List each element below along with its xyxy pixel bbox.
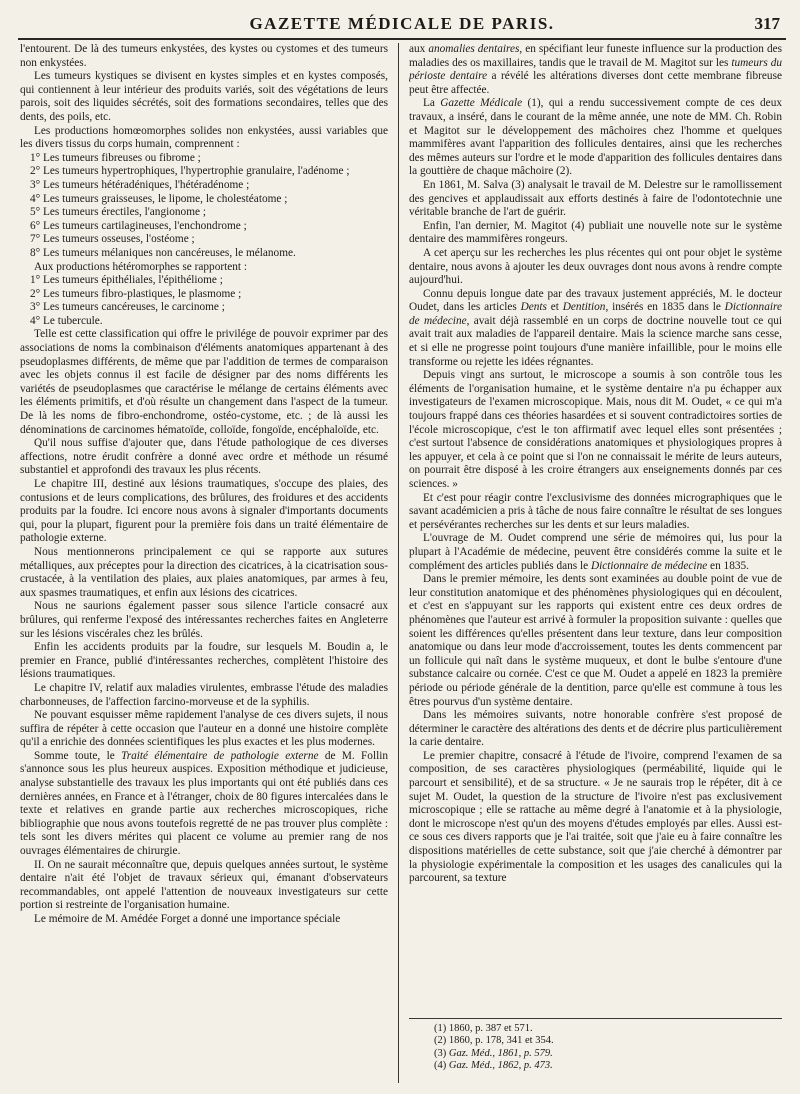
list-item: 6° Les tumeurs cartilagineuses, l'enchondrome ; xyxy=(30,219,247,232)
text-run: , en spécifiant leur funeste influence sur la production des maladies des os maxillaires, tandis que le travail de M. Magitot sur les xyxy=(409,43,782,69)
footnote xyxy=(420,1060,780,1072)
right-column xyxy=(409,43,782,1011)
list-item: 5° Les tumeurs érectiles, l'angionome ; xyxy=(30,206,206,219)
list-item: 3° Les tumeurs hétéradéniques, l'hétéradénome ; xyxy=(30,178,250,191)
page-header xyxy=(18,8,786,40)
list-item: 2° Les tumeurs hypertrophiques, l'hypertrophie granulaire, l'adénome ; xyxy=(30,165,350,178)
paragraph: Aux productions hétéromorphes se rapportent : xyxy=(34,260,248,273)
paragraph: Le mémoire de M. Amédée Forget a donné une importance spéciale xyxy=(34,913,341,925)
paragraph xyxy=(409,288,782,370)
list-item: 8° Les tumeurs mélaniques non cancéreuses, le mélanome. xyxy=(30,246,296,259)
paragraph: Le chapitre IV, relatif aux maladies virulentes, embrasse l'étude des maladies charbonneuses, de l'affection farcino-morveuse et de la syphilis. xyxy=(20,681,388,708)
paragraph: Nous mentionnerons principalement ce qui se rapporte aux sutures métalliques, aux préceptes pour la direction des cicatrices, à la cicatrisation sous-crustacée, à la ventilation des plaies, aux plaies anatomiques, par armes à feu, aux spasmes traumatiques, et enfin aux lésions des cicatrices. xyxy=(20,545,388,599)
italic-term: Gazette Médicale xyxy=(440,97,523,110)
paragraph: Le premier chapitre, consacré à l'étude de l'ivoire, comprend l'examen de sa composition, de ses caractères physiologiques (perméabilité, liquide qui le parcourt et sensibilité), et de sa structure. « Je ne saurais trop le répéter, dit à ce sujet M. Oudet, la question de la structure de l'ivoire n'est pas exclusivement microscopique ; elle se rattache au même degré à l'anatomie et à la physiologie, dont le microscope n'est qu'un des moyens d'études employés par elles. Aussi est-ce sous ces divers rapports que je l'ai traitée, soit que j'aie eu à faire connaître les dispositions matérielles de cette substance, soit que j'aie cherché à démontrer par la physiologie expérimentale la composition et les usages des canalicules qui la parcourent, sa texture xyxy=(409,749,782,885)
footnote-text: Gaz. Méd., 1862, p. 473. xyxy=(446,1060,553,1072)
list-item: 4° Les tumeurs graisseuses, le lipome, le cholestéatome ; xyxy=(30,192,288,205)
text-run: , avait déjà rassemblé en un corps de doctrine nouvelle tout ce qui avait trait aux maladies de l'appareil dentaire. Mais la science marche sans cesse, et si elle ne progresse point toujours d'une manière infaillible, pour le moins elle transforme ou rejette les idées régnantes. xyxy=(409,314,782,368)
paragraph xyxy=(20,750,388,859)
paragraph: Les productions homœomorphes solides non enkystées, aussi variables que les divers tissus du corps humain, comprennent : xyxy=(20,124,388,151)
text-run: L'ouvrage de M. Oudet comprend une série de mémoires qui, lus pour la plupart à l'Académie de médecine, peuvent être considérés comme la suite et le complément des articles publiés dans le xyxy=(409,532,782,572)
text-run: en 1835. xyxy=(707,559,749,572)
footnote-text: 1860, p. 178, 341 et 354. xyxy=(446,1035,554,1047)
text-run: (1), qui a rendu successivement compte de ces deux travaux, a inséré, dans le courant de la même année, une note de MM. Ch. Robin et Magitot sur le développement des mâchoires chez l'homme et quelques mammifères avant l'apparition des follicules dentaires, ainsi que les recherches des mêmes auteurs sur l'ordre et le mode d'apparition des follicules dentaires dans la gouttière de chaque mâchoire (2). xyxy=(409,97,782,178)
footnote-number: (2) xyxy=(434,1035,447,1047)
footnote xyxy=(420,1035,780,1047)
italic-term: anomalies dentaires xyxy=(428,43,520,55)
footnote-number: (3) xyxy=(434,1047,447,1059)
footnote-text: 1860, p. 387 et 571. xyxy=(446,1023,533,1034)
text-run: et xyxy=(546,301,563,314)
left-column xyxy=(20,43,388,1083)
italic-term: Dents xyxy=(520,301,547,314)
list-item: 7° Les tumeurs osseuses, l'ostéome ; xyxy=(30,233,195,246)
paragraph xyxy=(409,43,782,97)
tumor-list-heteromorphic xyxy=(20,274,388,328)
paragraph: Les tumeurs kystiques se divisent en kystes simples et en kystes composés, qui contiennent à leur intérieur des produits variés, soit des végétations de leurs parois, soit des liquides sécrétés, soit des formations secondaires, telles que des dents, des poils, etc. xyxy=(20,70,388,123)
footnote-text: Gaz. Méd., 1861, p. 579. xyxy=(446,1047,553,1059)
paragraph: l'entourent. De là des tumeurs enkystées, des kystes ou cystomes et des tumeurs non enkystées. xyxy=(20,43,388,69)
tumor-list-homoeomorphic xyxy=(20,152,388,261)
italic-term: Dictionnaire de médecine xyxy=(409,301,782,327)
footnote-number: (1) xyxy=(434,1023,447,1034)
italic-term: Dentition xyxy=(562,301,606,314)
paragraph xyxy=(409,532,782,573)
paragraph: Et c'est pour réagir contre l'exclusivisme des données micrographiques que le savant académicien a pris à tâche de nous faire connaître le résultat de ses longues et persévérantes recherches sur les dents et sur leurs maladies. xyxy=(409,491,782,531)
italic-term: tumeurs du périoste dentaire xyxy=(409,56,782,83)
text-run: a révélé les altérations diverses dont cette membrane fibreuse peut être affectée. xyxy=(409,70,782,96)
paragraph: Dans le premier mémoire, les dents sont examinées au double point de vue de leur constitution anatomique et des phénomènes physiologiques qui en découlent, et c'est en s'appuyant sur les rapports qui existent entre ces deux ordres de phénomènes que l'auteur est arrivé à formuler la proposition suivante : quelles que soient les différences qu'elles présentent dans leur texture, dans leur composition anatomique ou dans leur mode d'accroissement, toutes les dents commencent par un follicule qui naît dans le système muqueux, et dont le bulbe s'entoure d'une substance calcaire ou cornée. C'est ce que M. Oudet a appelé en 1823 la première période ou période générale de la dentition, parce qu'elle est commune à tous les êtres pourvus d'un système dentaire. xyxy=(409,573,782,708)
footnote-number: (4) xyxy=(434,1060,447,1072)
paragraph: Le chapitre III, destiné aux lésions traumatiques, s'occupe des plaies, des contusions et de leurs complications, des brûlures, des froidures et des accidents produits par la foudre. Ici encore nous avons à signaler d'importants documents qui, pour la plupart, figurent pour la première fois dans un traité élémentaire de pathologie externe. xyxy=(20,478,388,545)
paragraph: Enfin les accidents produits par la foudre, sur lesquels M. Boudin a, le premier en France, publié d'intéressantes recherches, complètent l'histoire des lésions traumatiques. xyxy=(20,641,388,681)
paragraph: A cet aperçu sur les recherches les plus récentes qui ont pour objet le système dentaire, nous avons à ajouter les deux ouvrages dont nous avons à rendre compte aujourd'hui. xyxy=(409,246,782,287)
list-item: 1° Les tumeurs épithéliales, l'épithéliome ; xyxy=(30,274,223,287)
text-run: Connu depuis longue date par des travaux justement appréciés, M. le docteur Oudet, dans les articles xyxy=(409,287,782,314)
text-run: Somme toute, le xyxy=(34,749,122,762)
column-divider xyxy=(398,43,399,1083)
paragraph: II. On ne saurait méconnaître que, depuis quelques années surtout, le système dentaire n'ait été l'objet de travaux sérieux qui, émanant d'observateurs recommandables, ont appelé l'attention de nouveaux investigateurs sur cette portion si restreinte de l'organisation humaine. xyxy=(20,858,388,912)
book-title: Traité élémentaire de pathologie externe xyxy=(121,749,319,762)
italic-term: Dictionnaire de médecine xyxy=(590,559,708,572)
list-item: 4° Le tubercule. xyxy=(30,314,103,327)
text-run: , insérés en 1835 dans le xyxy=(605,301,725,314)
footnote xyxy=(420,1023,780,1035)
text-run: aux xyxy=(409,43,429,55)
paragraph: Nous ne saurions également passer sous silence l'article consacré aux brûlures, qui renferme l'exposé des intéressantes recherches faites en Angleterre sur les lésions viscérales chez les brûlés. xyxy=(20,600,388,640)
footnote-divider xyxy=(409,1018,782,1019)
paragraph: Enfin, l'an dernier, M. Magitot (4) publiait une nouvelle note sur le système dentaire des mammifères rongeurs. xyxy=(409,219,782,246)
paragraph: Dans les mémoires suivants, notre honorable confrère s'est proposé de déterminer le caractère des altérations des dents et de décrire plus particulièrement la carie dentaire. xyxy=(409,709,782,749)
paragraph: En 1861, M. Salva (3) analysait le travail de M. Delestre sur le ramollissement des gencives et applaudissait aux efforts destinés à faire de l'odontotechnie une véritable branche de l'art de guérir. xyxy=(409,178,782,219)
paragraph: Telle est cette classification qui offre le privilége de pouvoir exprimer par des associations de noms la combinaison d'éléments anatomiques appartenant à des pseudoplasmes différents, de même que par l'addition de termes de comparaison avec les objets connus il est facile de désigner par des noms différents les variétés de pseudoplasmes que caractérise le mélange de certains éléments avec les éléments primitifs, et d'où résulte un changement dans l'aspect de la tumeur. De là les noms de fibro-enchondrome, ostéo-cystome, etc. ; de là aussi les dénominations de carcinomes hématoïde, colloïde, fongoïde, encéphaloïde, etc. xyxy=(20,328,388,436)
footnotes xyxy=(420,1023,780,1073)
footnote xyxy=(420,1048,780,1060)
page-number: 317 xyxy=(754,14,780,33)
list-item: 2° Les tumeurs fibro-plastiques, le plasmome ; xyxy=(30,287,242,300)
journal-title: GAZETTE MÉDICALE DE PARIS. xyxy=(249,14,555,33)
text-run: de M. Follin s'annonce sous les plus heureux auspices. Exposition méthodique et judicieuse, analyse substantielle des travaux les plus importants qui ont été publiés dans ces dernières années, en France et à l'étranger, choix de 80 figures intercalées dans le texte et relatives en grande partie aux recherches microscopiques, riche bibliographie que nous avons toutefois regretté de ne pas trouver plus complète : tels sont les divers mérites qui placent ce volume au premier rang de nos ouvrages élémentaires de chirurgie. xyxy=(20,749,388,858)
list-item: 1° Les tumeurs fibreuses ou fibrome ; xyxy=(30,151,201,164)
paragraph xyxy=(409,97,782,179)
paragraph: Ne pouvant esquisser même rapidement l'analyse de ces divers sujets, il nous suffira de répéter à cette occasion que l'auteur en a donné une histoire complète qu'il a enrichie des données scientifiques les plus exactes et les plus modernes. xyxy=(20,709,388,749)
paragraph: Depuis vingt ans surtout, le microscope a soumis à son contrôle tous les éléments de l'organisation humaine, et le système dentaire n'a pu échapper aux investigateurs de l'examen microscopique. Mais, nous dit M. Oudet, « ce qui m'a toujours frappé dans ces théories hasardées et si souvent contradictoires sorties de l'école microscopique, c'est le ton affirmatif avec lequel elles sont présentées ; c'est surtout l'absence de considérations anatomiques et physiologiques propres à les appuyer, et cela à ce point que si l'on ne connaissait le mérite de leurs auteurs, on pourrait être disposé à les croire étrangers aux enseignements donnés par ces sciences. » xyxy=(409,369,782,490)
text-run: La xyxy=(423,97,441,110)
paragraph: Qu'il nous suffise d'ajouter que, dans l'étude pathologique de ces diverses affections, notre érudit confrère a donné avec ordre et méthode un résumé substantiel et approfondi des travaux les plus récents. xyxy=(20,437,388,477)
list-item: 3° Les tumeurs cancéreuses, le carcinome ; xyxy=(30,301,225,314)
